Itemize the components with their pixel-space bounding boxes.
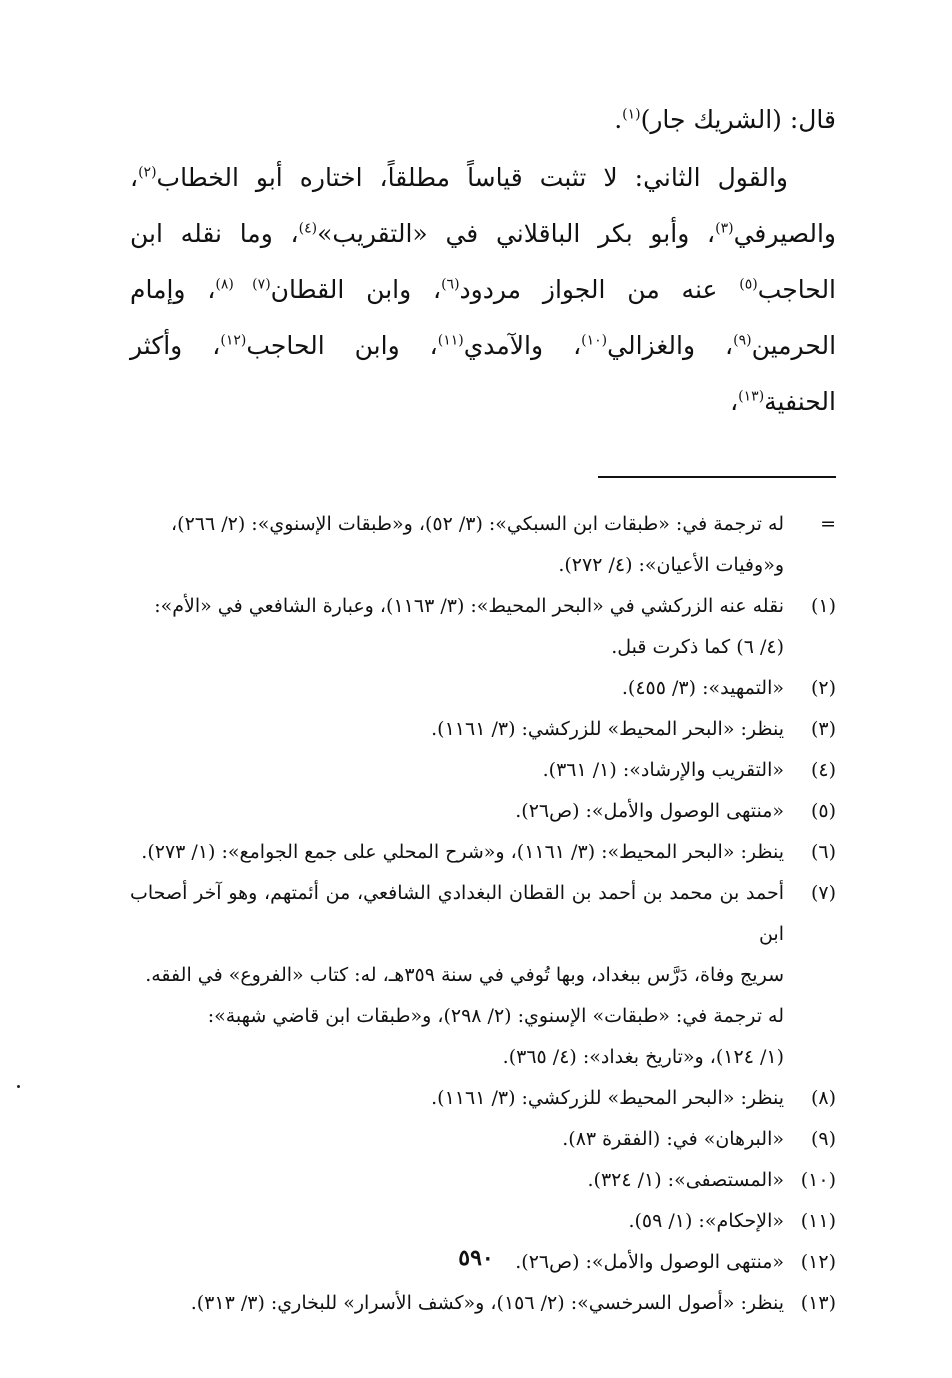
footnote-line: «البرهان» في: (الفقرة ٨٣). bbox=[562, 1128, 784, 1150]
page-content bbox=[130, 92, 836, 1324]
punctuation: ، bbox=[399, 331, 438, 360]
footnote-line: له ترجمة في: «طبقات ابن السبكي»: (٣/ ٥٢)، و«طبقات الإسنوي»: (٢/ ٢٦٦)، bbox=[171, 513, 784, 535]
footnote-number: (١) bbox=[810, 595, 836, 617]
punctuation: ، bbox=[182, 331, 221, 360]
footnote-line: ينظر: «البحر المحيط» للزركشي: (٣/ ١١٦١). bbox=[431, 1087, 784, 1109]
footnote-item bbox=[130, 832, 836, 873]
footnote-line: سريج وفاة، دَرَّس ببغداد، وبها تُوفي في سنة ٣٥٩هـ، له: كتاب «الفروع» في الفقه. bbox=[145, 964, 784, 986]
footnote-ref[interactable]: (٥) bbox=[739, 276, 758, 293]
punctuation: ، bbox=[272, 219, 299, 248]
paragraph-1: قال: (الشريك جار)$^{(١)}$. bbox=[614, 105, 836, 134]
footnote-number: (٢) bbox=[810, 677, 836, 699]
text-run: عنه من الجواز مردود bbox=[459, 275, 718, 304]
text-run: وما نقله ابن الحاجب bbox=[130, 219, 837, 304]
footnote-text bbox=[130, 1119, 784, 1160]
footnote-item bbox=[130, 1078, 836, 1119]
footnote-item bbox=[130, 1160, 836, 1201]
page-number: ٥٩٠ bbox=[458, 1245, 494, 1271]
footnote-text bbox=[130, 668, 784, 709]
footnote-number: (٨) bbox=[810, 1087, 836, 1109]
punctuation: ، bbox=[730, 387, 739, 416]
footnote-item bbox=[130, 750, 836, 791]
footnote-item bbox=[130, 1283, 836, 1324]
text-run: والصيرفي bbox=[733, 219, 837, 248]
footnote-ref[interactable]: (٢) bbox=[138, 164, 157, 181]
footnote-number: (١٠) bbox=[800, 1169, 836, 1191]
footnote-text bbox=[130, 750, 784, 791]
footnote-number: (٣) bbox=[810, 718, 836, 740]
footnote-line: (٤/ ٦) كما ذكرت قبل. bbox=[611, 636, 784, 658]
footnote-text bbox=[130, 832, 784, 873]
footnote-item bbox=[130, 1201, 836, 1242]
footnote-ref[interactable]: (١٢) bbox=[220, 332, 247, 349]
punctuation: ، bbox=[695, 331, 734, 360]
footnote-line: نقله عنه الزركشي في «البحر المحيط»: (٣/ ١١٦٣)، وعبارة الشافعي في «الأم»: bbox=[154, 595, 784, 617]
footnote-text bbox=[130, 873, 784, 1078]
footnote-item bbox=[130, 873, 836, 1078]
footnote-number: (٩) bbox=[810, 1128, 836, 1150]
text-run: والقول الثاني: لا تثبت قياساً مطلقاً، اختاره أبو الخطاب bbox=[156, 163, 788, 192]
text-run: وابن القطان bbox=[270, 275, 412, 304]
punctuation: ، bbox=[689, 219, 716, 248]
footnote-item bbox=[130, 504, 836, 586]
footnote-text bbox=[130, 586, 784, 668]
footnote-number: (١١) bbox=[800, 1210, 836, 1232]
footnote-item bbox=[130, 586, 836, 668]
footnote-number: (١٢) bbox=[800, 1251, 836, 1273]
text-run: وأبو بكر الباقلاني في «التقريب» bbox=[317, 219, 690, 248]
footnote-ref[interactable]: (٧) (٨) bbox=[215, 276, 271, 293]
footnote-line: «التقريب والإرشاد»: (١/ ٣٦١). bbox=[542, 759, 784, 781]
footnote-line: ينظر: «البحر المحيط»: (٣/ ١١٦١)، و«شرح المحلي على جمع الجوامع»: (١/ ٢٧٣). bbox=[141, 841, 784, 863]
footnote-line: «التمهيد»: (٣/ ٤٥٥). bbox=[621, 677, 784, 699]
footnote-ref[interactable]: (٤) bbox=[298, 220, 318, 237]
footnote-line: و«وفيات الأعيان»: (٤/ ٢٧٢). bbox=[558, 554, 784, 576]
footnote-number: (٧) bbox=[810, 882, 836, 904]
footnote-item bbox=[130, 668, 836, 709]
punctuation: ، bbox=[411, 275, 442, 304]
footnote-ref[interactable]: (١) bbox=[622, 106, 641, 123]
footnote-line: ينظر: «البحر المحيط» للزركشي: (٣/ ١١٦١). bbox=[431, 718, 784, 740]
footnote-line: «المستصفى»: (١/ ٣٢٤). bbox=[587, 1169, 784, 1191]
footnote-ref[interactable]: (١٣) bbox=[738, 388, 765, 405]
footnote-text bbox=[130, 791, 784, 832]
paragraph-2 bbox=[130, 150, 836, 430]
footnote-item bbox=[130, 709, 836, 750]
footnote-number: (٦) bbox=[810, 841, 836, 863]
footnotes bbox=[130, 504, 836, 1324]
text-run: وإمام الحرمين bbox=[130, 275, 837, 360]
text-run: والآمدي bbox=[463, 331, 544, 360]
footnote-line: «منتهى الوصول والأمل»: (ص٢٦). bbox=[515, 1251, 784, 1273]
footnote-number: = bbox=[820, 513, 836, 535]
footnote-separator bbox=[598, 476, 836, 478]
footnote-ref[interactable]: (١٠) bbox=[581, 332, 608, 349]
footnote-ref[interactable]: (٦) bbox=[441, 276, 460, 293]
punctuation: ، bbox=[543, 331, 582, 360]
footnote-number: (٥) bbox=[810, 800, 836, 822]
margin-mark bbox=[17, 1085, 20, 1088]
footnote-text bbox=[130, 1283, 784, 1324]
footnote-line: «الإحكام»: (١/ ٥٩). bbox=[628, 1210, 784, 1232]
footnote-text bbox=[130, 1201, 784, 1242]
footnote-item bbox=[130, 791, 836, 832]
footnote-text bbox=[130, 504, 784, 586]
text-run: والغزالي bbox=[607, 331, 696, 360]
footnote-text bbox=[130, 1160, 784, 1201]
punctuation bbox=[717, 275, 739, 304]
main-text bbox=[130, 92, 836, 430]
footnote-line: ينظر: «أصول السرخسي»: (٢/ ١٥٦)، و«كشف الأسرار» للبخاري: (٣/ ٣١٣). bbox=[190, 1292, 784, 1314]
footnote-text bbox=[130, 709, 784, 750]
punctuation: ، bbox=[185, 275, 216, 304]
footnote-item bbox=[130, 1119, 836, 1160]
text-run: وابن الحاجب bbox=[246, 331, 400, 360]
footnote-number: (٤) bbox=[810, 759, 836, 781]
footnote-line: (١/ ١٢٤)، و«تاريخ بغداد»: (٤/ ٣٦٥). bbox=[502, 1046, 784, 1068]
footnote-ref[interactable]: (٣) bbox=[715, 220, 734, 237]
footnote-number: (١٣) bbox=[800, 1292, 836, 1314]
footnote-ref[interactable]: (١١) bbox=[437, 332, 464, 349]
punctuation: ، bbox=[130, 163, 139, 192]
footnote-line: «منتهى الوصول والأمل»: (ص٢٦). bbox=[515, 800, 784, 822]
text-run: وأكثر الحنفية bbox=[130, 331, 836, 416]
footnote-text bbox=[130, 1078, 784, 1119]
footnote-ref[interactable]: (٩) bbox=[733, 332, 752, 349]
footnote-line: له ترجمة في: «طبقات» الإسنوي: (٢/ ٢٩٨)، و«طبقات ابن قاضي شهبة»: bbox=[207, 1005, 784, 1027]
footnote-line: أحمد بن محمد بن أحمد بن القطان البغدادي الشافعي، من أئمتهم، وهو آخر أصحاب ابن bbox=[130, 882, 784, 945]
